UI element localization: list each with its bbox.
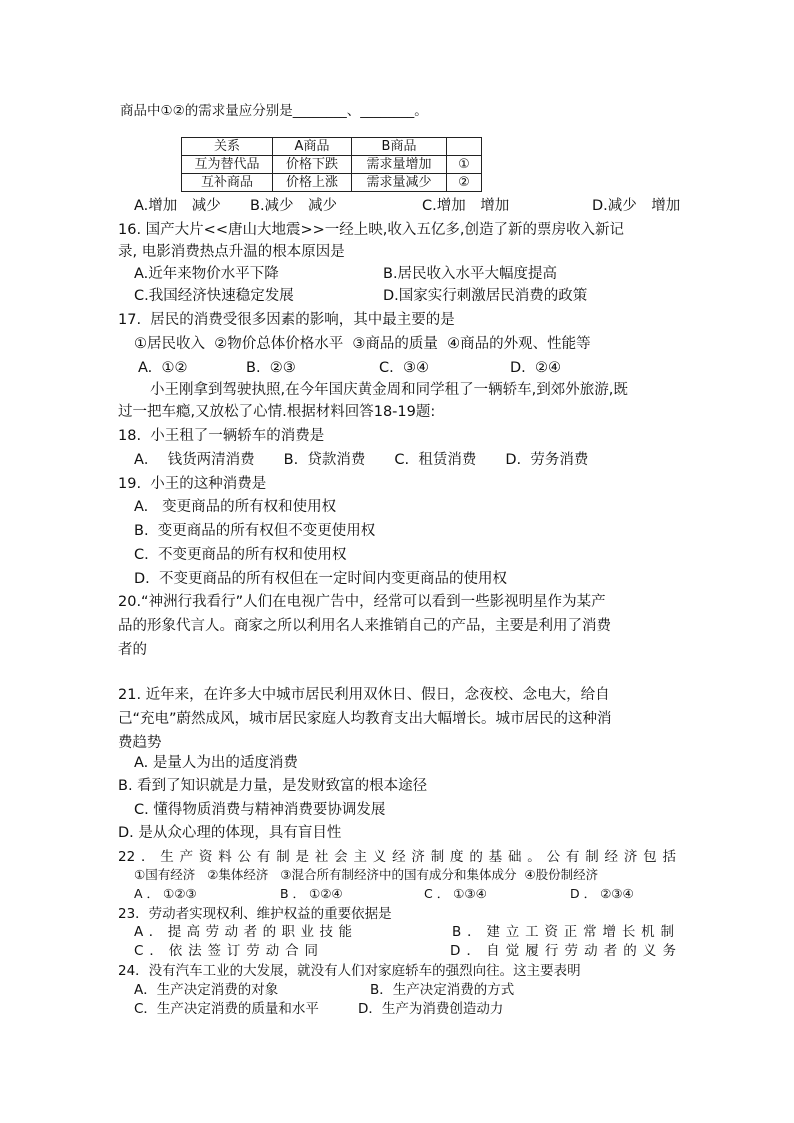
table-cell: 互补商品: [182, 174, 273, 192]
q23-stem: 23．劳动者实现权利、维护权益的重要依据是: [118, 906, 392, 922]
q17-option-a: A. ①②: [138, 360, 188, 376]
table-cell: 需求量减少: [352, 174, 447, 192]
q19-option-d: D. 不变更商品的所有权但在一定时间内变更商品的使用权: [134, 571, 507, 587]
q23-option-d: D．自觉履行劳动者的义务: [450, 943, 676, 959]
table-header-cell: B商品: [352, 138, 447, 156]
q15-option-c: C.增加 增加: [422, 198, 510, 214]
q20-stem-2: 品的形象代言人。商家之所以利用名人来推销自己的产品，主要是利用了消费: [118, 618, 611, 634]
table-row: [182, 156, 482, 174]
table-cell: ②: [447, 174, 482, 192]
q15-option-d: D.减少 增加: [592, 198, 681, 214]
q20-stem-3: 者的: [118, 642, 147, 658]
table-cell: 价格上涨: [273, 174, 352, 192]
q15-option-b: B.减少 减少: [250, 198, 338, 214]
q18-options: A． 钱货两清消费 B. 贷款消费 C. 租赁消费 D. 劳务消费: [134, 452, 589, 468]
q21-stem-3: 费趋势: [118, 735, 162, 751]
q22-option-a: A ． ①②③: [134, 886, 197, 901]
q22-items: ①国有经济 ②集体经济 ③混合所有制经济中的国有成分和集体成分 ④股份制经济: [134, 867, 599, 882]
q21-option-b: B. 看到了知识就是力量，是发财致富的根本途径: [118, 778, 428, 794]
q23-option-b: B．建立工资正常增长机制: [452, 924, 674, 940]
q19-stem: 19. 小王的这种消费是: [118, 476, 267, 492]
q21-option-d: D. 是从众心理的体现，具有盲目性: [118, 825, 342, 841]
q16-option-a: A.近年来物价水平下降: [134, 266, 279, 282]
q16-stem-1: 16. 国产大片<<唐山大地震>>一经上映,收入五亿多,创造了新的票房收入新记: [118, 222, 624, 238]
table-row: [182, 174, 482, 192]
table-cell: ①: [447, 156, 482, 174]
q17-option-b: B. ②③: [246, 360, 296, 376]
q24-option-c: C．生产决定消费的质量和水平: [134, 1001, 319, 1017]
intro-line: 商品中①②的需求量应分别是________、________。: [120, 103, 428, 119]
table-cell: 价格下跌: [273, 156, 352, 174]
q17-stem: 17. 居民的消费受很多因素的影响，其中最主要的是: [118, 312, 455, 328]
q15-option-a: A.增加 减少: [134, 198, 221, 214]
q21-stem-2: 己“充电”蔚然成风，城市居民家庭人均教育支出大幅增长。城市居民的这种消: [118, 711, 612, 727]
q23-option-c: C．依法签订劳动合同: [134, 943, 318, 959]
table-header-row: [182, 138, 482, 156]
q24-option-b: B．生产决定消费的方式: [370, 982, 515, 998]
q16-option-c: C.我国经济快速稳定发展: [134, 288, 294, 304]
material-line-1: 小王刚拿到驾驶执照,在今年国庆黄金周和同学租了一辆轿车,到郊外旅游,既: [150, 382, 628, 398]
table-header-cell: 关系: [182, 138, 273, 156]
q24-option-a: A．生产决定消费的对象: [134, 982, 279, 998]
q24-option-d: D．生产为消费创造动力: [358, 1001, 504, 1017]
q17-items: ①居民收入 ②物价总体价格水平 ③商品的质量 ④商品的外观、性能等: [134, 336, 591, 352]
q21-stem-1: 21. 近年来，在许多大中城市居民利用双休日、假日，念夜校、念电大，给自: [118, 687, 610, 703]
q21-option-c: C. 懂得物质消费与精神消费要协调发展: [134, 802, 386, 818]
q16-stem-2: 录, 电影消费热点升温的根本原因是: [118, 244, 345, 260]
table-cell: 互为替代品: [182, 156, 273, 174]
q24-stem: 24．没有汽车工业的大发展，就没有人们对家庭轿车的强烈向往。这主要表明: [118, 963, 581, 979]
q17-option-d: D. ②④: [510, 360, 561, 376]
relation-table: [181, 137, 482, 192]
q22-option-c: C ． ①③④: [424, 886, 487, 901]
table-header-cell: [447, 138, 482, 156]
q19-option-c: C. 不变更商品的所有权和使用权: [134, 547, 347, 563]
q22-option-d: D ． ②③④: [570, 886, 634, 901]
table-cell: 需求量增加: [352, 156, 447, 174]
q17-option-c: C. ③④: [379, 360, 429, 376]
q19-option-b: B. 变更商品的所有权但不变更使用权: [134, 523, 376, 539]
q16-option-b: B.居民收入水平大幅度提高: [383, 266, 558, 282]
q23-option-a: A．提高劳动者的职业技能: [134, 924, 352, 940]
q20-stem-1: 20.“神洲行我看行”人们在电视广告中，经常可以看到一些影视明星作为某产: [118, 594, 606, 610]
table-header-cell: A商品: [273, 138, 352, 156]
q22-option-b: B ． ①②④: [280, 886, 343, 901]
q18-stem: 18. 小王租了一辆轿车的消费是: [118, 428, 325, 444]
q16-option-d: D.国家实行刺激居民消费的政策: [383, 288, 588, 304]
q21-option-a: A. 是量人为出的适度消费: [134, 755, 298, 771]
q19-option-a: A. 变更商品的所有权和使用权: [134, 499, 337, 515]
q22-stem: 22．生产资料公有制是社会主义经济制度的基础。公有制经济包括: [118, 849, 676, 865]
material-line-2: 过一把车瘾,又放松了心情.根据材料回答18-19题:: [118, 404, 436, 420]
